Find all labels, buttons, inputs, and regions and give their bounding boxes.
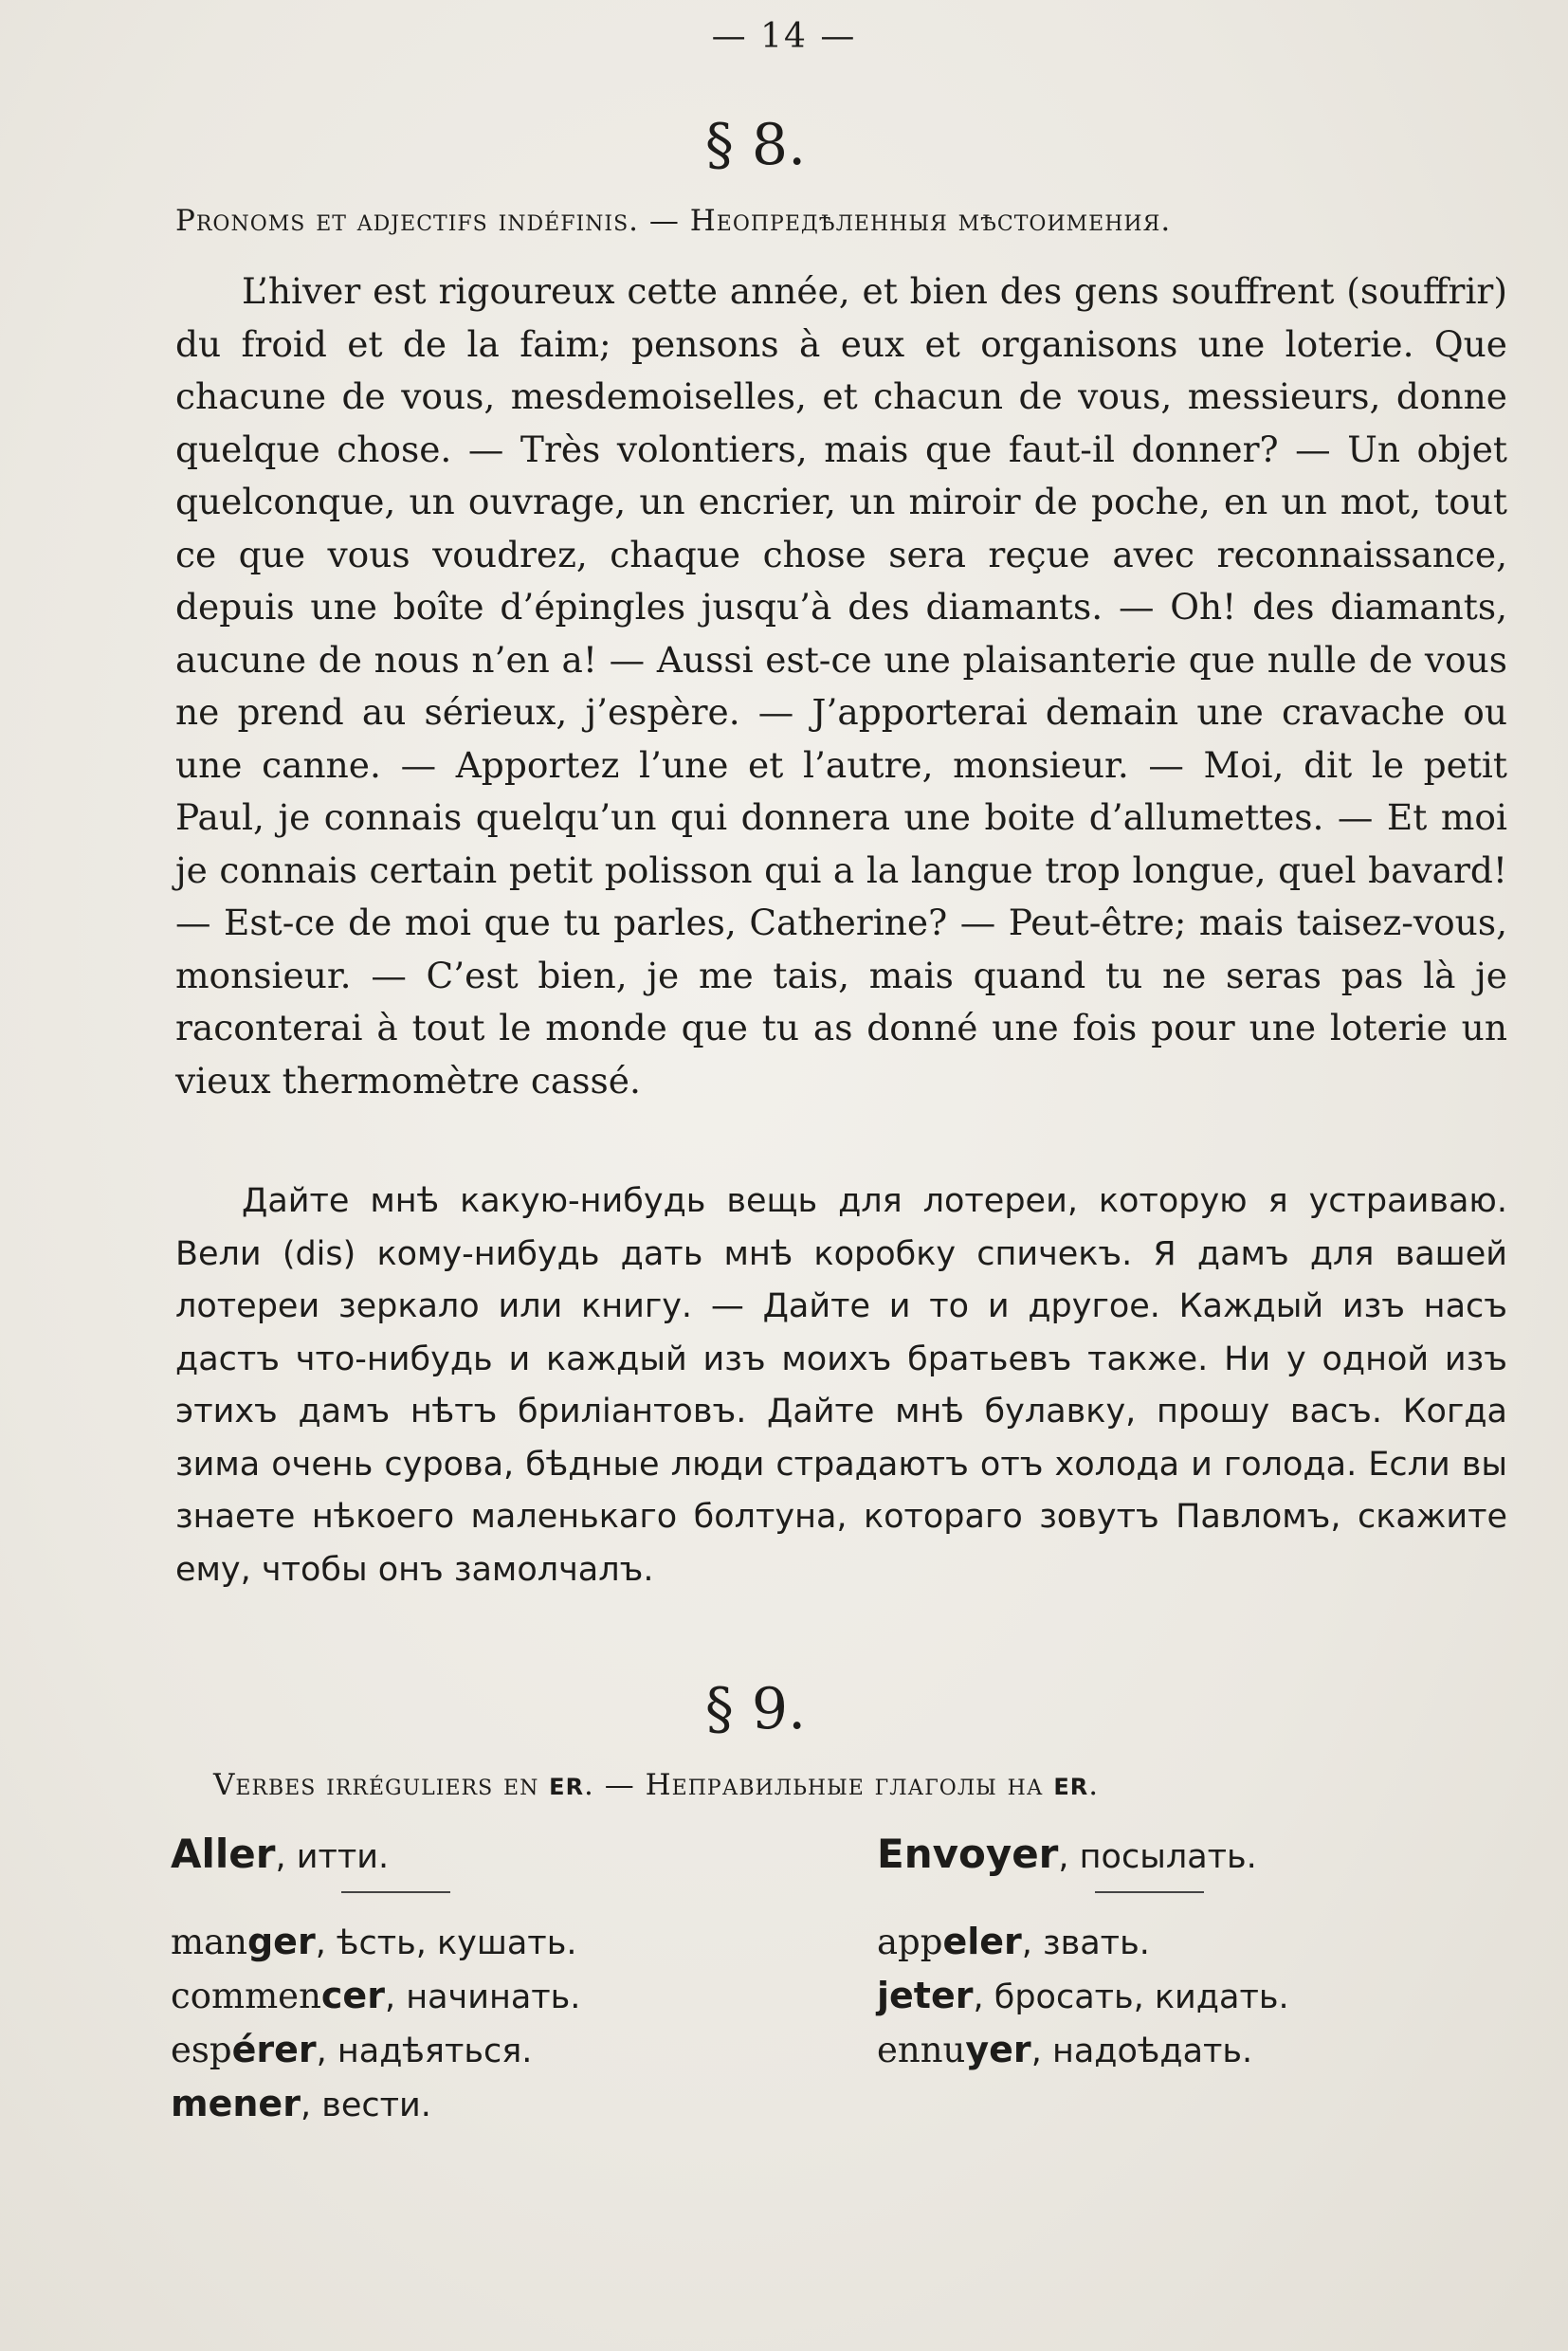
verb-stem: app (877, 1922, 943, 1962)
verb-gloss: , начинать. (384, 1978, 581, 2016)
verb-gloss: , вести. (300, 2087, 431, 2124)
section-8-heading: Pronoms et adjectifs indéfinis. — Неопредѣленныя мѣстоимения. (175, 204, 1172, 238)
verb-ending: ger (246, 1921, 316, 1962)
verb-column-left (171, 1828, 580, 2132)
heading-prefix: Verbes irréguliers en (213, 1768, 550, 1802)
verb-line (877, 2024, 1289, 2078)
verb-gloss: , звать. (1021, 1924, 1150, 1962)
head-verb: Aller (171, 1831, 276, 1877)
russian-exercise-text: Дайте мнѣ какую-нибудь вещь для лотереи, которую я устраиваю. Вели (dis) кому-нибудь дать мнѣ коробку спичекъ. Я дамъ для вашей лотереи зеркало или книгу. — Дайте и то и другое. Каждый изъ насъ дастъ что-нибудь и каждый изъ моихъ братьевъ также. Ни у одной изъ этихъ дамъ нѣтъ бриліантовъ. Дайте мнѣ булавку, прошу васъ. Когда зима очень сурова, бѣдные люди страдаютъ отъ холода и голода. Если вы знаете нѣкоего маленькаго болтуна, котораго зовутъ Павломъ, скажите ему, чтобы онъ замолчалъ. (175, 1182, 1507, 1589)
verb-gloss: , ѣсть, кушать. (315, 1924, 577, 1962)
page-number: — 14 — (711, 17, 857, 56)
head-gloss: , итти. (275, 1838, 390, 1876)
section-8-mark: § 8. (704, 112, 807, 178)
verb-stem: ennu (877, 2030, 966, 2070)
head-gloss: , посылать. (1058, 1838, 1257, 1876)
verb-gloss: , бросать, кидать. (973, 1978, 1289, 2016)
verb-ending: yer (965, 2029, 1031, 2070)
verb-line (171, 2024, 580, 2078)
verb-stem: commen (171, 1976, 321, 2016)
heading-ending-2: er (1053, 1765, 1089, 1803)
head-verb: Envoyer (877, 1831, 1059, 1877)
section-9-heading (213, 1765, 1484, 1803)
verb-ending: mener (171, 2083, 301, 2124)
verb-ending: érer (231, 2029, 317, 2070)
heading-ending: er (549, 1765, 585, 1803)
heading-middle: . — Неправильные глаголы на (584, 1768, 1054, 1802)
verb-stem: esp (171, 2030, 232, 2070)
divider (341, 1891, 450, 1893)
section-9-mark: § 9. (704, 1676, 807, 1742)
verb-ending: cer (320, 1975, 385, 2016)
verb-head-aller (171, 1828, 580, 1884)
heading-suffix: . (1088, 1768, 1100, 1802)
verb-line (171, 2078, 580, 2132)
verb-line (877, 1916, 1289, 1970)
verb-ending: eler (942, 1921, 1022, 1962)
verb-gloss: , надоѣдать. (1030, 2032, 1253, 2070)
verb-line (877, 1970, 1289, 2024)
verb-head-envoyer (877, 1828, 1289, 1884)
divider (1095, 1891, 1204, 1893)
verb-gloss: , надѣяться. (316, 2032, 533, 2070)
verb-line (171, 1916, 580, 1970)
french-exercise-text: L’hiver est rigoureux cette année, et bien des gens souffrent (souffrir) du froid et de la faim; pensons à eux et organisons une loterie. Que chacune de vous, mesdemoiselles, et chacun de vous, messieurs, donne quelque chose. — Très volontiers, mais que faut-il donner? — Un objet quelconque, un ouvrage, un encrier, un miroir de poche, en un mot, tout ce que vous voudrez, chaque chose sera reçue avec reconnaissance, depuis une boîte d’épingles jusqu’à des diamants. — Oh! des diamants, aucune de nous n’en a! — Aussi est-ce une plaisanterie que nulle de vous ne prend au sérieux, j’espère. — J’apporterai demain une cravache ou une canne. — Apportez l’une et l’autre, monsieur. — Moi, dit le petit Paul, je connais quelqu’un qui donnera une boite d’allumettes. — Et moi je connais certain petit polisson qui a la langue trop longue, quel bavard! — Est-ce de moi que tu parles, Catherine? — Peut-être; mais taisez-vous, monsieur. — C’est bien, je me tais, mais quand tu ne seras pas là je raconterai à tout le monde que tu as donné une fois pour une loterie un vieux thermomètre cassé. (175, 270, 1507, 1102)
verb-ending: jeter (877, 1975, 974, 2016)
verb-stem: man (171, 1922, 247, 1962)
verb-column-right (877, 1828, 1289, 2078)
verb-line (171, 1970, 580, 2024)
